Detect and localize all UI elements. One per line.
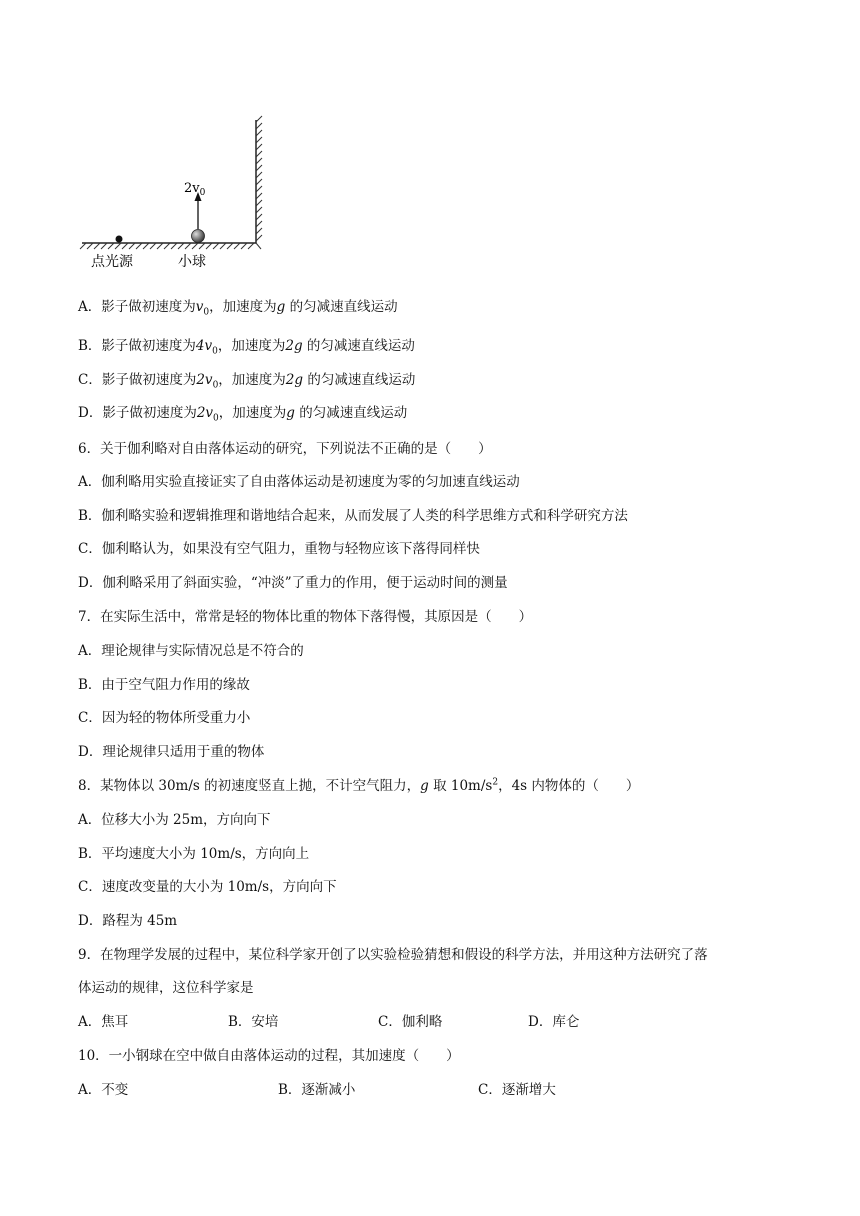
q7-option-c: C．因为轻的物体所受重力小: [78, 710, 251, 726]
q7-option-a: A．理论规律与实际情况总是不符合的: [78, 643, 304, 659]
q8-option-b: B．平均速度大小为 10m/s，方向向上: [78, 846, 310, 862]
q5-option-a: A．影子做初速度为$v_0$，加速度为g 的匀减速直线运动: [78, 299, 398, 318]
q10-option-c: C．逐渐增大: [478, 1082, 556, 1098]
floor-hatching: [80, 243, 261, 249]
q9-options-row: [78, 1012, 778, 1032]
light-source-label: 点光源: [91, 254, 133, 270]
physics-figure: [78, 112, 278, 272]
point-light-source: [116, 236, 123, 243]
q8-option-d: D．路程为 45m: [78, 913, 178, 929]
q9-stem-line2: 体运动的规律，这位科学家是: [78, 980, 254, 996]
q9-option-a: A．焦耳: [78, 1014, 129, 1030]
q7-option-b: B．由于空气阻力作用的缘故: [78, 677, 250, 693]
q6-stem: 6．关于伽利略对自由落体运动的研究，下列说法不正确的是（ ）: [78, 441, 492, 457]
q8-option-a: A．位移大小为 25m，方向向下: [78, 812, 271, 828]
q5-option-d: D．影子做初速度为$2v_0$，加速度为g 的匀减速直线运动: [78, 405, 408, 424]
q6-option-d: D．伽利略采用了斜面实验，“冲淡”了重力的作用，便于运动时间的测量: [78, 575, 508, 591]
q10-options-row: [78, 1080, 778, 1100]
velocity-label: $2v_0$: [184, 181, 206, 198]
q6-option-b: B．伽利略实验和逻辑推理和谐地结合起来，从而发展了人类的科学思维方式和科学研究方法: [78, 508, 628, 524]
q9-option-b: B．安培: [228, 1014, 279, 1030]
ball: [192, 230, 205, 243]
q7-stem: 7．在实际生活中，常常是轻的物体比重的物体下落得慢，其原因是（ ）: [78, 609, 533, 625]
q9-stem-line1: 9．在物理学发展的过程中，某位科学家开创了以实验检验猜想和假设的科学方法，并用这种方法研究了落: [78, 947, 708, 963]
q10-option-b: B．逐渐减小: [278, 1082, 356, 1098]
q6-option-c: C．伽利略认为，如果没有空气阻力，重物与轻物应该下落得同样快: [78, 541, 480, 557]
q5-option-b: B．影子做初速度为$4v_0$，加速度为2g 的匀减速直线运动: [78, 338, 415, 357]
q9-option-d: D．库仑: [528, 1014, 580, 1030]
q10-stem: 10．一小钢球在空中做自由落体运动的过程，其加速度（ ）: [78, 1048, 460, 1064]
ball-label: 小球: [178, 254, 206, 270]
q7-option-d: D．理论规律只适用于重的物体: [78, 744, 265, 760]
wall-hatching: [256, 116, 262, 241]
q8-stem: 8．某物体以 30m/s 的初速度竖直上抛，不计空气阻力，g 取 $10m/s^2$，4s 内物体的（ ）: [78, 777, 640, 794]
q6-option-a: A．伽利略用实验直接证实了自由落体运动是初速度为零的匀加速直线运动: [78, 474, 520, 490]
q10-option-a: A．不变: [78, 1082, 129, 1098]
q9-option-c: C．伽利略: [378, 1014, 443, 1030]
q5-option-c: C．影子做初速度为$2v_0$，加速度为2g 的匀减速直线运动: [78, 372, 416, 391]
q8-option-c: C．速度改变量的大小为 10m/s，方向向下: [78, 879, 337, 895]
